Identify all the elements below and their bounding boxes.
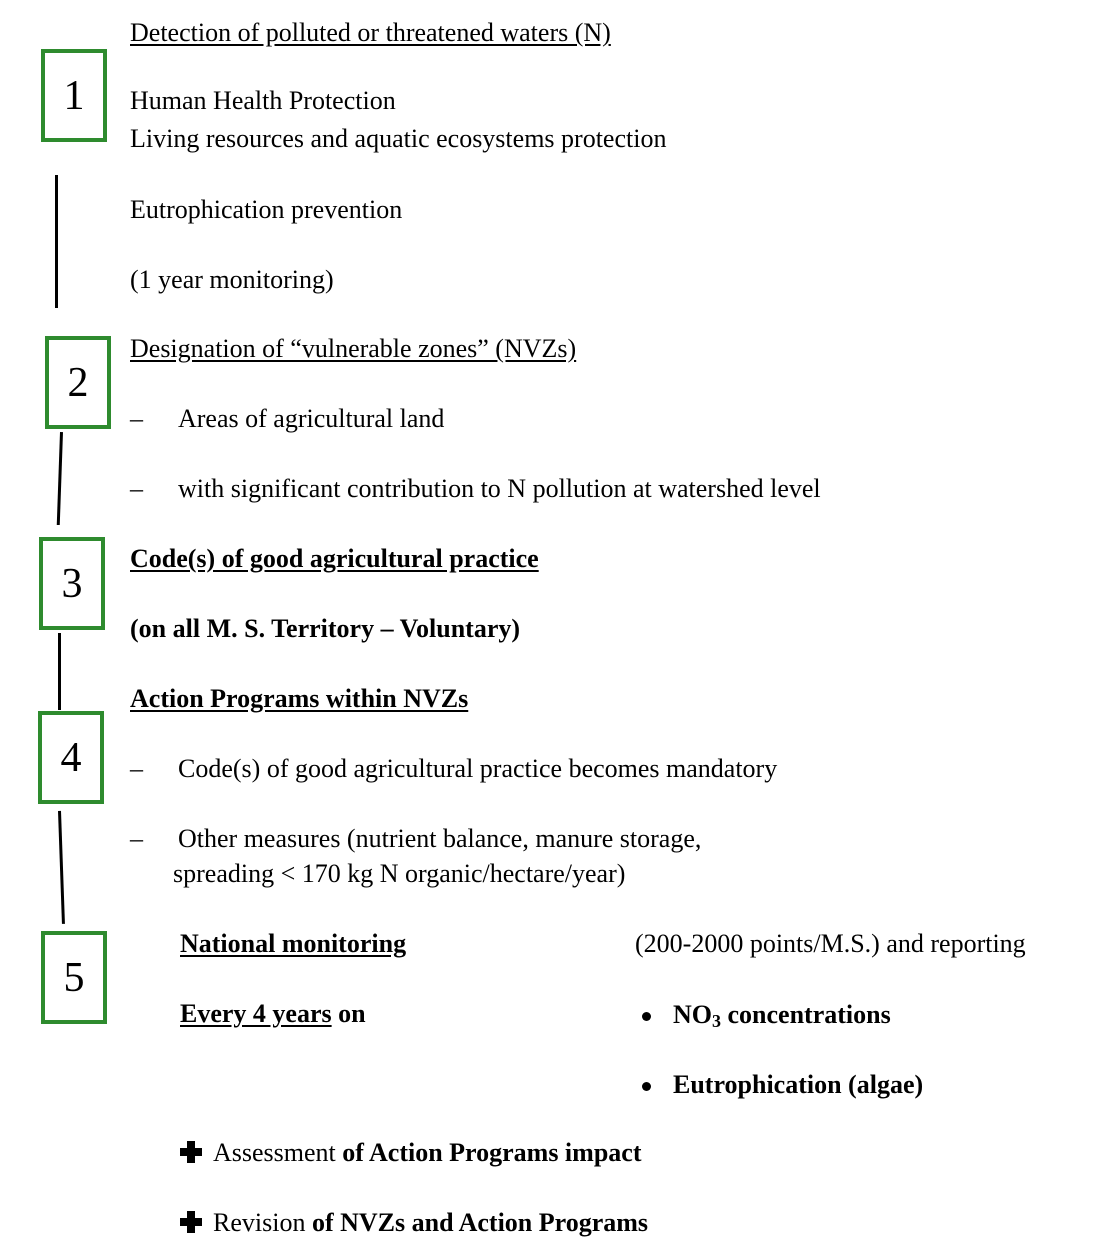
step1-heading: Detection of polluted or threatened waters (N) bbox=[130, 18, 611, 47]
every-4-years-label: Every 4 years on bbox=[180, 999, 366, 1028]
national-monitoring-label: National monitoring bbox=[180, 929, 407, 958]
step4-heading: Action Programs within NVZs bbox=[130, 684, 469, 713]
step1-line3: Eutrophication prevention bbox=[130, 195, 403, 224]
assessment-item: Assessment of Action Programs impact bbox=[213, 1138, 642, 1167]
connector-4-5 bbox=[58, 811, 65, 924]
step1-line1: Human Health Protection bbox=[130, 86, 396, 115]
plus-icon bbox=[180, 1211, 202, 1233]
connector-3-4 bbox=[58, 633, 61, 710]
dash: – bbox=[130, 754, 143, 783]
step3-heading: Code(s) of good agricultural practice bbox=[130, 544, 539, 573]
step-box-2 bbox=[45, 336, 111, 429]
step-number: 4 bbox=[60, 734, 82, 781]
step4-item2-line1: – Other measures (nutrient balance, manure storage, bbox=[130, 824, 702, 853]
no3-concentrations-item: $NO_3$ concentrations bbox=[673, 1000, 891, 1031]
points-reporting-text: (200-2000 points/M.S.) and reporting bbox=[635, 929, 1026, 958]
step4-item2-line2: spreading < 170 kg N organic/hectare/year) bbox=[173, 859, 626, 888]
step-number: 3 bbox=[61, 560, 83, 607]
step4-item1: – Code(s) of good agricultural practice becomes mandatory bbox=[130, 754, 778, 783]
connector-1-2 bbox=[55, 175, 58, 308]
step-box-5 bbox=[41, 931, 107, 1024]
bullet-icon bbox=[642, 1012, 651, 1021]
step-number: 2 bbox=[67, 359, 89, 406]
step3-subheading: (on all M. S. Territory – Voluntary) bbox=[130, 614, 521, 643]
plus-icon bbox=[180, 1141, 202, 1163]
step1-line2: Living resources and aquatic ecosystems protection bbox=[130, 124, 667, 153]
step-box-1 bbox=[41, 49, 107, 142]
step-box-3 bbox=[39, 537, 105, 630]
dash: – bbox=[130, 824, 143, 853]
step-number: 1 bbox=[63, 72, 85, 119]
step1-line4: (1 year monitoring) bbox=[130, 265, 334, 294]
step2-heading: Designation of “vulnerable zones” (NVZs) bbox=[130, 334, 577, 363]
connector-2-3 bbox=[57, 432, 63, 525]
step-number: 5 bbox=[63, 954, 85, 1001]
dash: – bbox=[130, 474, 143, 503]
step2-item2: – with significant contribution to N pollution at watershed level bbox=[130, 474, 821, 503]
revision-item: Revision of NVZs and Action Programs bbox=[213, 1208, 649, 1237]
step2-item1: – Areas of agricultural land bbox=[130, 404, 445, 433]
eutrophication-algae-item: Eutrophication (algae) bbox=[673, 1070, 924, 1099]
step-box-4 bbox=[38, 711, 104, 804]
dash: – bbox=[130, 404, 143, 433]
bullet-icon bbox=[642, 1082, 651, 1091]
